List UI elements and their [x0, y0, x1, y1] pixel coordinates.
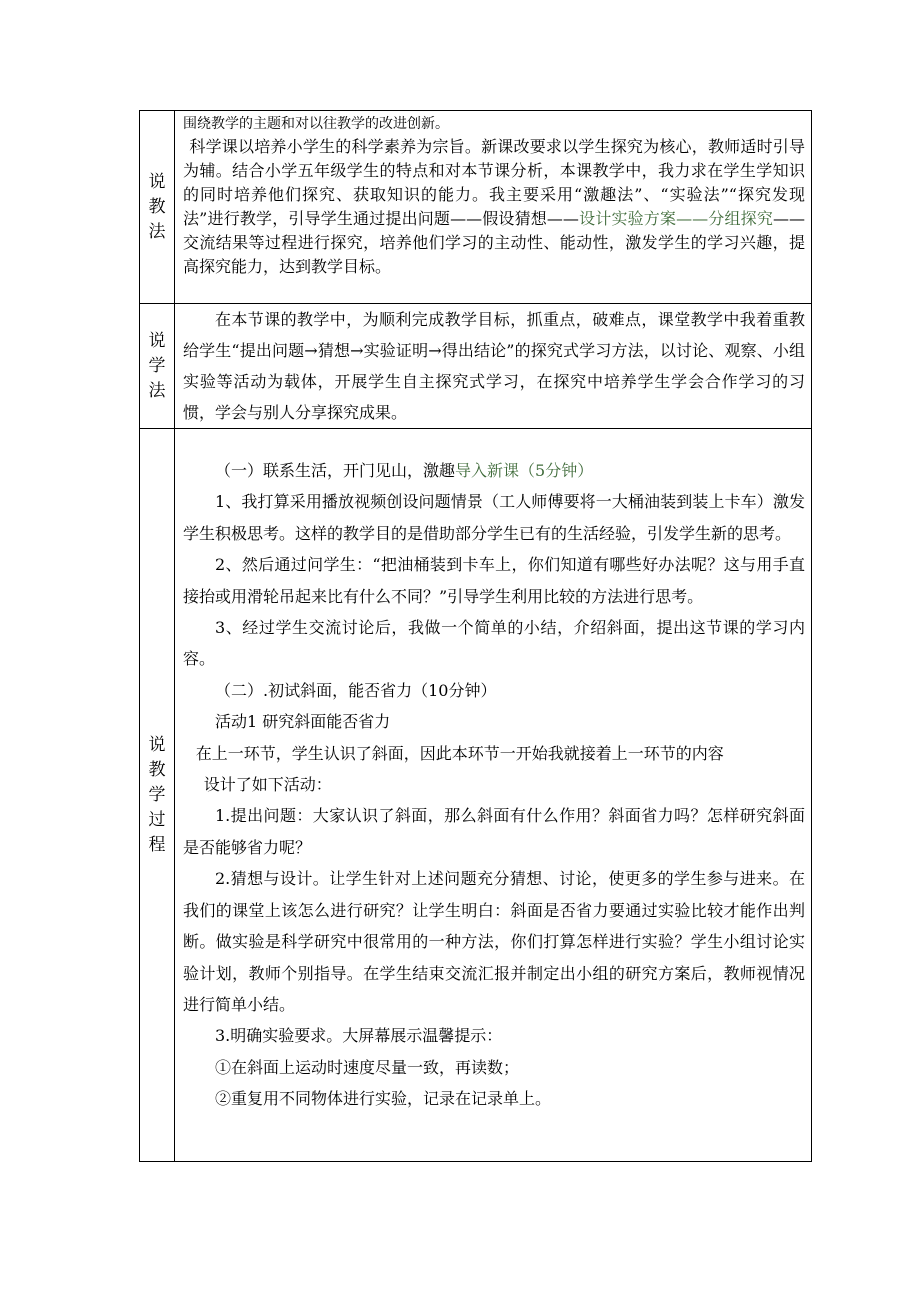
process-paragraph: 1.提出问题：大家认识了斜面，那么斜面有什么作用？斜面省力吗？怎样研究斜面是否能够省力呢？ — [183, 806, 805, 857]
process-paragraph: 1、我打算采用播放视频创设问题情景（工人师傅要将一大桶油装到装上卡车）激发学生积极思考。这样的教学目的是借助部分学生已有的生活经验，引发学生新的思考。 — [183, 492, 805, 543]
label-char: 法 — [148, 380, 166, 401]
process-paragraph: 在上一环节，学生认识了斜面，因此本环节一开始我就接着上一环节的内容 — [195, 743, 724, 763]
highlighted-text: 设计实验方案——分组探究 — [578, 209, 773, 228]
paragraph-text: ——交流结果等过程进行探究，培养他们学习的主动性、能动性，激发学生的学习兴趣，提高探究能力，达到教学目标。 — [183, 209, 805, 276]
label-char: 说 — [148, 330, 166, 351]
process-paragraph: 3、经过学生交流讨论后，我做一个简单的小结，介绍斜面，提出这节课的学习内容。 — [183, 618, 805, 669]
process-paragraph: 2.猜想与设计。让学生针对上述问题充分猜想、讨论，使更多的学生参与进来。在我们的课堂上该怎么进行研究？让学生明白：斜面是否省力要通过实验比较才能作出判断。做实验是科学研究中很常用的一种方法，你们打算怎样进行实验？学生小组讨论实验计划，教师个别指导。在学生结束交流汇报并制定出小组的研究方案后，教师视情况进行简单小结。 — [183, 869, 805, 1014]
learning-method-content — [175, 304, 812, 429]
teaching-method-content — [175, 111, 812, 304]
teaching-process-content — [175, 429, 812, 1162]
process-paragraph: 2、然后通过问学生：“把油桶装到卡车上，你们知道有哪些好办法呢？这与用手直接抬或用滑轮吊起来比有什么不同？”引导学生利用比较的方法进行思考。 — [183, 555, 805, 606]
learning-method-paragraph: 在本节课的教学中，为顺利完成教学目标，抓重点，破难点，课堂教学中我着重教给学生“提出问题→猜想→实验证明→得出结论”的探究式学习方法，以讨论、观察、小组实验等活动为载体，开展学生自主探究式学习，在探究中培养学生学会合作学习的习惯，学会与别人分享探究成果。 — [183, 310, 805, 422]
label-char: 教 — [148, 196, 166, 217]
row-label-teaching-method — [140, 111, 175, 304]
tip-item: ②重复用不同物体进行实验，记录在记录单上。 — [215, 1089, 552, 1109]
label-char: 学 — [148, 784, 166, 805]
section-heading-highlight: 导入新课（5分钟） — [455, 461, 594, 480]
label-char: 程 — [148, 834, 166, 855]
section-heading: （二）.初试斜面，能否省力（10分钟） — [215, 680, 497, 700]
label-char: 学 — [148, 355, 166, 376]
table-row — [140, 111, 812, 304]
label-char: 教 — [148, 759, 166, 780]
intro-text: 围绕教学的主题和对以往教学的改进创新。 — [183, 116, 449, 132]
process-paragraph: 3.明确实验要求。大屏幕展示温馨提示： — [215, 1026, 503, 1046]
tip-item: ①在斜面上运动时速度尽量一致，再读数； — [215, 1057, 520, 1077]
row-label-teaching-process — [140, 429, 175, 1162]
label-char: 过 — [148, 809, 166, 830]
table-row — [140, 304, 812, 429]
teaching-method-paragraph — [183, 135, 805, 279]
process-paragraph: 设计了如下活动： — [203, 775, 332, 795]
section-heading — [183, 455, 805, 486]
label-char: 说 — [148, 734, 166, 755]
table-row — [140, 429, 812, 1162]
lesson-plan-table — [139, 110, 812, 1162]
label-char: 说 — [148, 171, 166, 192]
label-char: 法 — [148, 221, 166, 242]
paragraph-text: 科学课以培养小学生的科学素养为宗旨。新课改要求以学生探究为核心，教师适时引导为辅。结合小学五年级学生的特点和对本节课分析，本课教学中，我力求在学生学知识的同时培养他们探究、获取知识的能力。我主要采用“激趣法”、“实验法”“探究发现法”进行教学，引导学生通过提出问题——假设猜想—— — [183, 137, 805, 228]
row-label-learning-method — [140, 304, 175, 429]
section-heading-text: （一）联系生活，开门见山，激趣 — [215, 461, 456, 480]
activity-title: 活动1 研究斜面能否省力 — [215, 712, 391, 732]
